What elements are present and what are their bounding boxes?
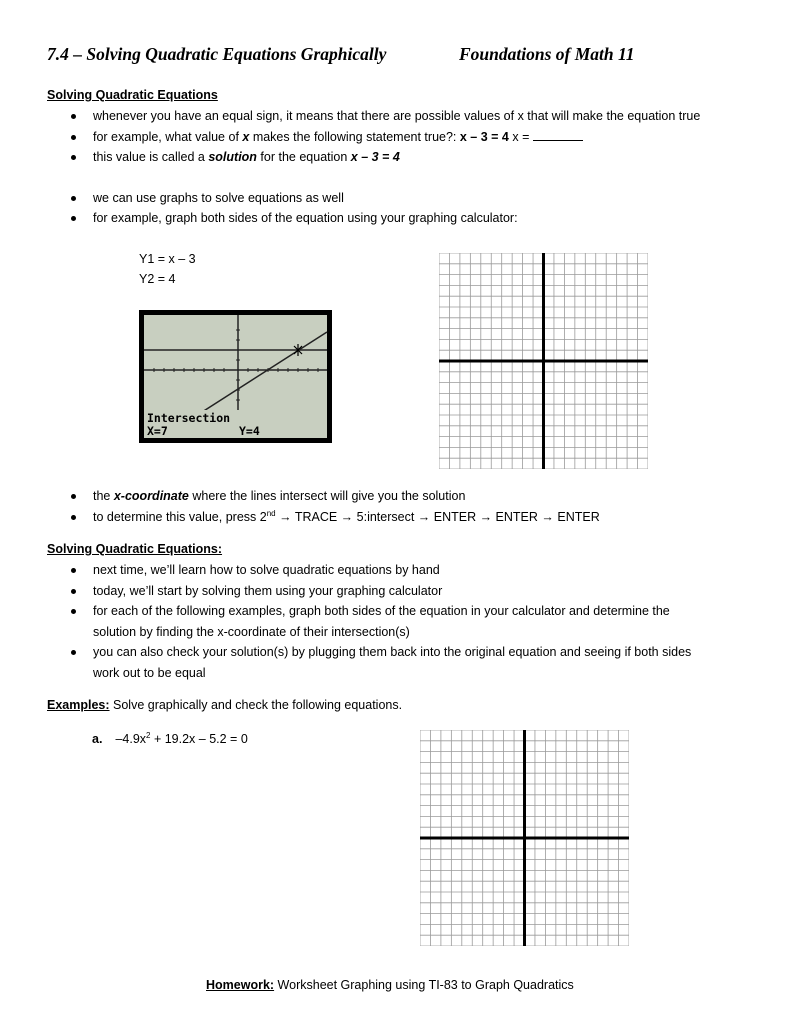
bullet-text: for example, what value of <box>93 129 243 144</box>
list-item <box>69 507 749 528</box>
equation-y1: Y1 = x – 3 <box>139 252 196 266</box>
example-a-label: a. <box>92 732 103 746</box>
blank-graph-grid-1 <box>439 253 648 469</box>
bullet-text: solution by finding the x-coordinate of their intersection(s) <box>93 624 410 639</box>
examples-instruction <box>47 695 402 715</box>
example-a <box>92 729 248 749</box>
examples-label: Examples: <box>47 698 110 712</box>
bullet-text: whenever you have an equal sign, it means that there are possible values of x that will make the equation true <box>93 109 701 123</box>
list-item <box>69 581 749 602</box>
section3-bullet-list <box>69 560 749 683</box>
calc-label: Intersection <box>147 411 231 425</box>
list-item <box>69 147 749 168</box>
list-item <box>69 188 749 209</box>
section2-bullet-list <box>69 486 749 527</box>
term-solution: solution <box>208 150 257 164</box>
list-item <box>69 601 749 642</box>
calc-y-readout: Y=4 <box>239 424 260 438</box>
homework-label: Homework: <box>206 978 275 992</box>
examples-text: Solve graphically and check the following equations. <box>109 698 403 712</box>
term-x-coordinate: x-coordinate <box>113 489 189 503</box>
list-item <box>69 208 749 229</box>
calculator-screen-image <box>139 310 332 443</box>
equation: x – 3 = 4 <box>350 150 400 164</box>
section-heading-solving: Solving Quadratic Equations <box>47 88 218 102</box>
bullet-text: for the equation <box>256 150 351 164</box>
bullet-text: makes the following statement true?: <box>249 129 460 144</box>
bullet-text: today, we’ll start by solving them using your graphing calculator <box>93 583 443 598</box>
course-title: Foundations of Math 11 <box>459 44 635 64</box>
homework-text: Worksheet Graphing using TI-83 to Graph Quadratics <box>274 978 574 992</box>
list-item <box>69 127 749 148</box>
superscript: 2 <box>146 730 151 740</box>
answer-label: x = <box>508 129 533 144</box>
equation: x – 3 = 4 <box>459 129 509 144</box>
list-item <box>69 486 749 507</box>
bullet-text: next time, we’ll learn how to solve quadratic equations by hand <box>93 563 440 577</box>
homework-note <box>206 975 574 995</box>
key-sequence: → TRACE → 5:intersect → ENTER → ENTER → ENTER <box>275 509 600 524</box>
section-heading-solving-2: Solving Quadratic Equations: <box>47 542 223 556</box>
bullet-text: to determine this value, press 2 <box>93 509 267 524</box>
section1-bullet-list <box>69 106 749 229</box>
bullet-text: work out to be equal <box>93 665 206 680</box>
bullet-text: you can also check your solution(s) by plugging them back into the original equation and seeing if both sides <box>93 645 692 659</box>
page-title: 7.4 – Solving Quadratic Equations Graphically <box>47 44 387 64</box>
bullet-text: where the lines intersect will give you the solution <box>188 489 466 503</box>
bullet-text: for each of the following examples, graph both sides of the equation in your calculator and determine the <box>93 604 670 618</box>
equation-y2: Y2 = 4 <box>139 272 176 286</box>
answer-blank <box>533 129 583 141</box>
bullet-text: the <box>93 489 114 503</box>
bullet-text: we can use graphs to solve equations as well <box>93 190 344 205</box>
list-item <box>69 560 749 581</box>
equation: –4.9x <box>115 732 147 746</box>
list-item <box>69 106 749 127</box>
bullet-text: for example, graph both sides of the equation using your graphing calculator: <box>93 211 518 225</box>
list-item <box>69 642 749 683</box>
bullet-text: this value is called a <box>93 150 209 164</box>
equation: + 19.2x – 5.2 = 0 <box>150 732 248 746</box>
blank-graph-grid-2 <box>420 730 629 946</box>
variable-x: x <box>242 129 250 144</box>
superscript: nd <box>266 508 276 518</box>
calc-x-readout: X=7 <box>147 424 168 438</box>
